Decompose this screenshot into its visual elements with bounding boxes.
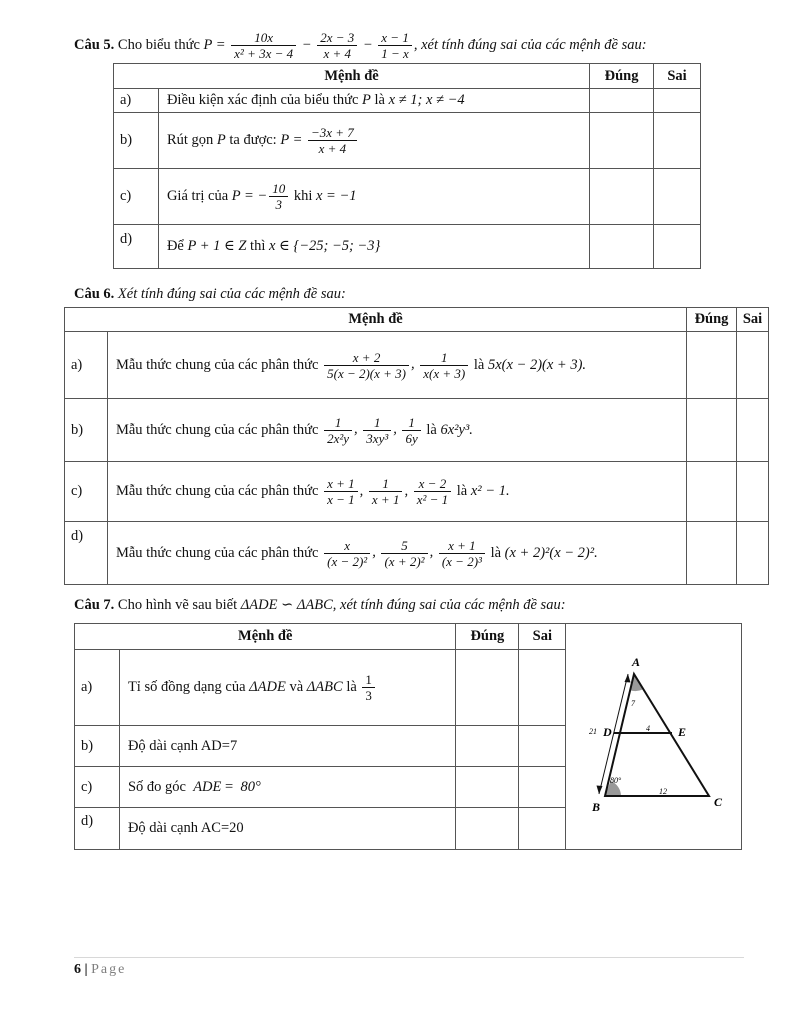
answer-false-cell[interactable] xyxy=(737,399,769,462)
table-row xyxy=(114,225,701,269)
page-number: 6 xyxy=(74,962,81,977)
row-statement: Số đo góc ADE = 80° xyxy=(119,767,455,808)
answer-true-cell[interactable] xyxy=(456,650,519,726)
row-label: c) xyxy=(114,169,159,225)
row-label: b) xyxy=(75,726,120,767)
table-row xyxy=(65,462,769,522)
vertex-b-label: B xyxy=(592,800,601,814)
table-row xyxy=(65,332,769,399)
col-header-false: Sai xyxy=(519,624,566,650)
answer-true-cell[interactable] xyxy=(456,767,519,808)
similarity-statement: ΔADE ∽ ΔABC xyxy=(240,597,333,613)
question-6-table xyxy=(64,307,769,585)
table-row xyxy=(114,169,701,225)
triangle-figure xyxy=(566,624,742,850)
row-label: c) xyxy=(75,767,120,808)
vertex-a-label: A xyxy=(632,655,641,669)
row-statement: Mẫu thức chung của các phân thức $\frac{1}{\text{2x²y}}$ , $\frac{1}{\text{3xy³}}$ , $\frac{1}{6y}$ là 6x²y³. xyxy=(107,399,686,462)
col-header-false: Sai xyxy=(737,308,769,332)
row-label: a) xyxy=(114,89,159,113)
question-5-heading xyxy=(74,30,647,61)
answer-true-cell[interactable] xyxy=(456,726,519,767)
row-label: d) xyxy=(65,522,108,585)
figure-cell xyxy=(566,624,742,850)
angle-b-value: 80° xyxy=(610,776,622,785)
length-ad-label: 7 xyxy=(631,699,636,708)
row-label: a) xyxy=(75,650,120,726)
question-5-label: Câu 5. xyxy=(74,36,115,53)
question-5-tail: , xét tính đúng sai của các mệnh đề sau: xyxy=(413,36,647,53)
answer-false-cell[interactable] xyxy=(519,808,566,850)
answer-true-cell[interactable] xyxy=(590,89,654,113)
answer-false-cell[interactable] xyxy=(519,650,566,726)
col-header-true: Đúng xyxy=(456,624,519,650)
row-statement: Giá trị của P = − $\frac{10}{3}$ khi x = −1 xyxy=(158,169,589,225)
answer-false-cell[interactable] xyxy=(654,89,701,113)
row-statement: Độ dài cạnh AD=7 xyxy=(119,726,455,767)
table-row xyxy=(65,399,769,462)
footer-divider xyxy=(74,957,744,958)
row-statement: Điều kiện xác định của biểu thức P là x ≠ 1; x ≠ −4 xyxy=(158,89,589,113)
answer-true-cell[interactable] xyxy=(687,332,737,399)
table-row xyxy=(65,522,769,585)
row-label: b) xyxy=(114,113,159,169)
question-7-tail: , xét tính đúng sai của các mệnh đề sau: xyxy=(332,597,566,613)
question-7-table xyxy=(74,623,742,850)
answer-true-cell[interactable] xyxy=(590,113,654,169)
answer-false-cell[interactable] xyxy=(737,522,769,585)
footer-page-word: Page xyxy=(91,962,127,977)
question-6-intro: Xét tính đúng sai của các mệnh đề sau: xyxy=(117,286,346,302)
length-bc-label: 12 xyxy=(659,787,668,796)
answer-false-cell[interactable] xyxy=(654,225,701,269)
answer-false-cell[interactable] xyxy=(654,169,701,225)
answer-false-cell[interactable] xyxy=(519,767,566,808)
col-header-proposition: Mệnh đề xyxy=(65,308,687,332)
answer-false-cell[interactable] xyxy=(737,332,769,399)
row-statement: Rút gọn P ta được: P = $\frac{-3x + 7}{x + 4}$ xyxy=(158,113,589,169)
vertex-e-label: E xyxy=(678,725,687,739)
question-5-intro: Cho biểu thức xyxy=(117,36,200,53)
col-header-proposition: Mệnh đề xyxy=(75,624,456,650)
row-label: a) xyxy=(65,332,108,399)
table-row xyxy=(114,113,701,169)
page-footer xyxy=(74,962,126,978)
col-header-true: Đúng xyxy=(687,308,737,332)
row-statement: Độ dài cạnh AC=20 xyxy=(119,808,455,850)
answer-true-cell[interactable] xyxy=(687,522,737,585)
table-row xyxy=(114,89,701,113)
vertex-d-label: D xyxy=(603,725,612,739)
row-label: d) xyxy=(75,808,120,850)
footer-separator: | xyxy=(84,962,88,977)
row-label: c) xyxy=(65,462,108,522)
col-header-false: Sai xyxy=(654,64,701,89)
length-de-label: 4 xyxy=(646,724,651,733)
expression-p: P = $\frac{10x}{\text{x² + 3x − 4}}$ − $\frac{2x - 3}{x + 4}$ − $\frac{x - 1}{1 - x}$ xyxy=(204,37,414,53)
answer-true-cell[interactable] xyxy=(590,169,654,225)
question-7-intro: Cho hình vẽ sau biết xyxy=(117,597,238,613)
row-label: b) xyxy=(65,399,108,462)
answer-false-cell[interactable] xyxy=(737,462,769,522)
question-6-label: Câu 6. xyxy=(74,286,115,302)
answer-true-cell[interactable] xyxy=(687,462,737,522)
answer-true-cell[interactable] xyxy=(687,399,737,462)
question-6-heading xyxy=(74,286,346,303)
row-statement: Tỉ số đồng dạng của ΔADE và ΔABC là $\frac{1}{3}$ xyxy=(119,650,455,726)
question-7-label: Câu 7. xyxy=(74,597,115,613)
col-header-proposition: Mệnh đề xyxy=(114,64,590,89)
vertex-c-label: C xyxy=(714,795,723,809)
row-statement: Mẫu thức chung của các phân thức $\frac{x + 2}{5(x - 2)(x + 3)}$ , $\frac{1}{x(x + 3)}$ là 5x(x − 2)(x + 3). xyxy=(107,332,686,399)
question-7-heading xyxy=(74,597,566,614)
answer-true-cell[interactable] xyxy=(456,808,519,850)
row-statement: Để P + 1 ∈ Z thì x ∈ {−25; −5; −3} xyxy=(158,225,589,269)
length-ab-label: 21 xyxy=(589,727,598,736)
row-statement: Mẫu thức chung của các phân thức $\frac{x}{\text{(x − 2)²}}$ , $\frac{5}{\text{(x + 2)²}}$ , $\frac{x + 1}{\text{(x − 2)³}}$ là (x + 2)²(x − 2)². xyxy=(107,522,686,585)
row-statement: Mẫu thức chung của các phân thức $\frac{x + 1}{x - 1}$ , $\frac{1}{x + 1}$ , $\frac{x - 2}{\text{x² − 1}}$ là x² − 1. xyxy=(107,462,686,522)
answer-false-cell[interactable] xyxy=(654,113,701,169)
row-label: d) xyxy=(114,225,159,269)
question-5-table xyxy=(113,63,701,269)
answer-true-cell[interactable] xyxy=(590,225,654,269)
col-header-true: Đúng xyxy=(590,64,654,89)
answer-false-cell[interactable] xyxy=(519,726,566,767)
